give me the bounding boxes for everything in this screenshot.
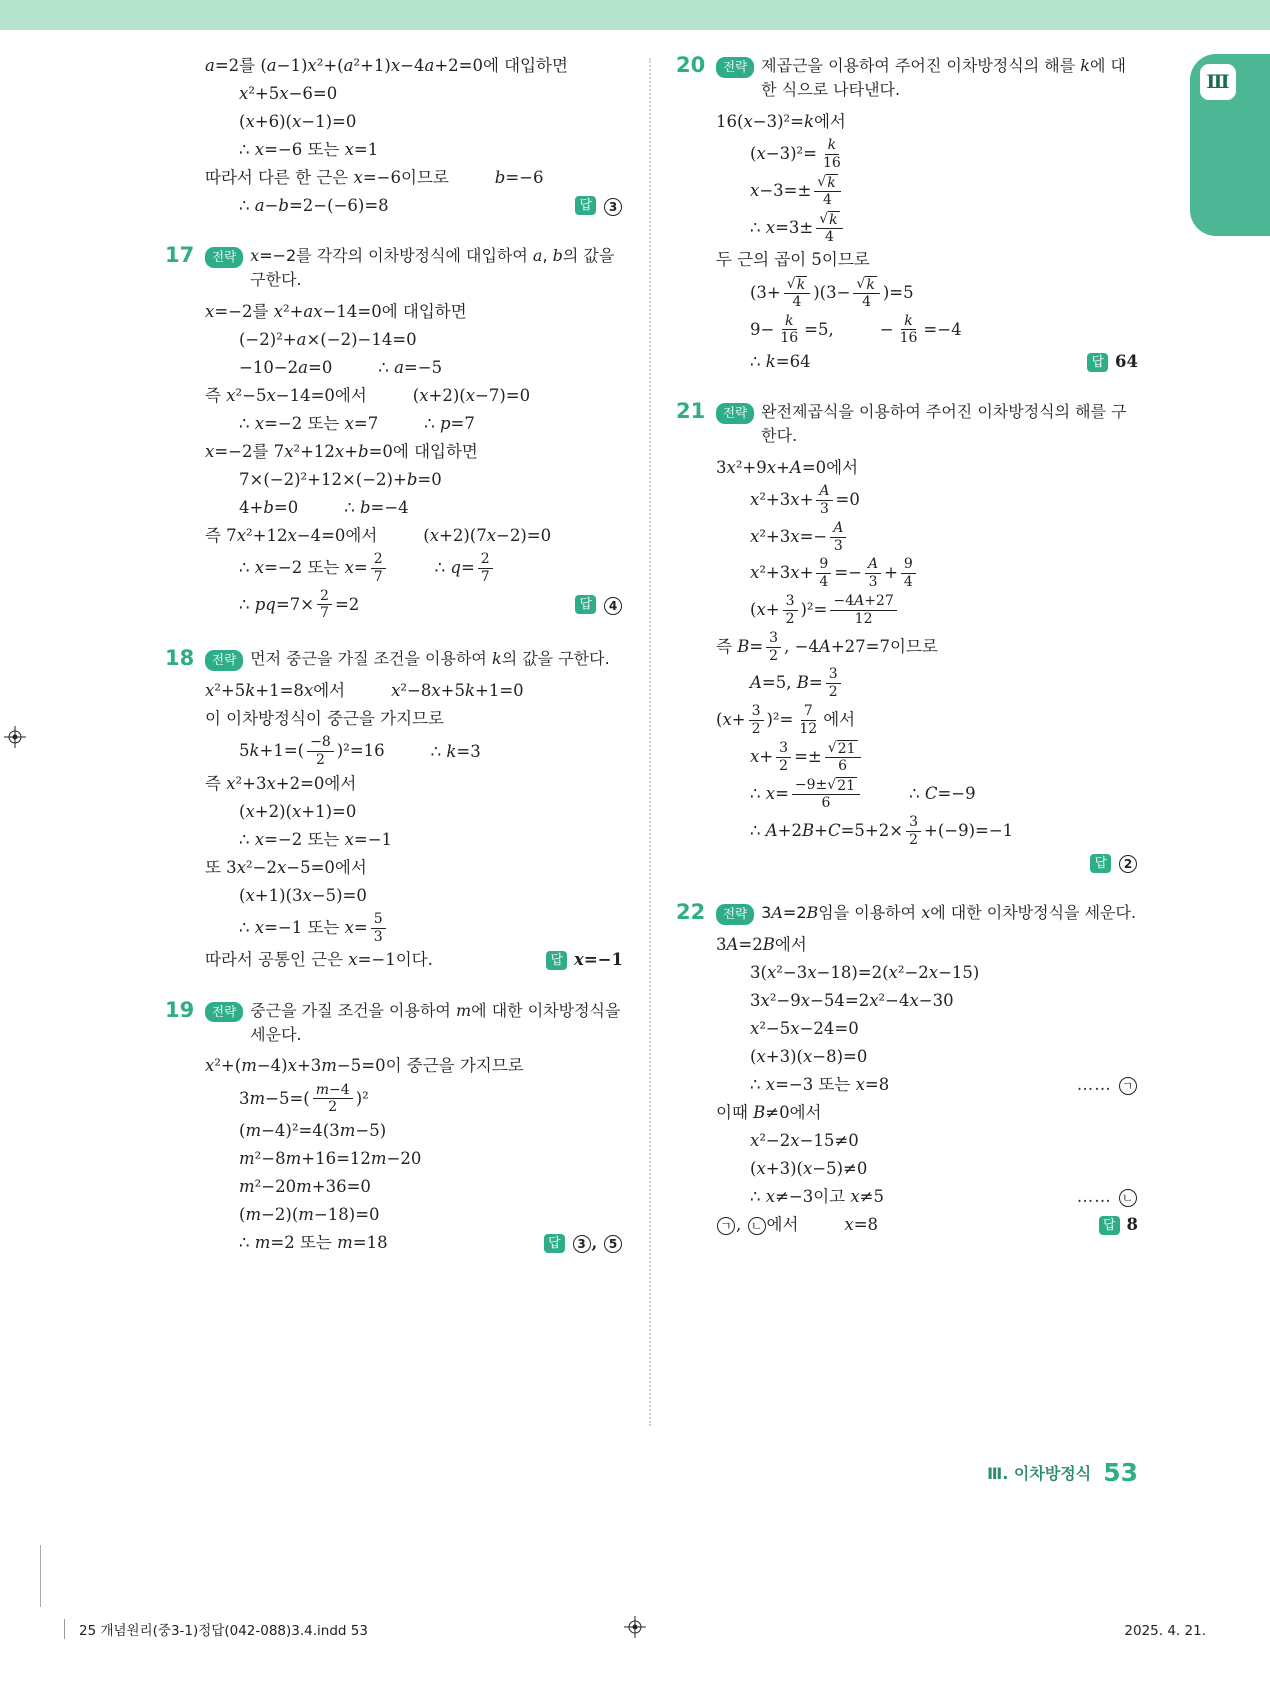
solution-line bbox=[716, 136, 1138, 173]
math-text: 이 이차방정식이 중근을 가지므로 bbox=[205, 709, 444, 729]
solution-line bbox=[716, 555, 1138, 592]
math-text: ∴ a−b=2−(−6)=8 bbox=[239, 195, 389, 215]
solution-line bbox=[205, 522, 623, 550]
strategy-line bbox=[716, 400, 1138, 448]
column-left bbox=[165, 52, 623, 1279]
page-number: 53 bbox=[1103, 1458, 1138, 1487]
math-text: x²+(m−4)x+3m−5=0이 중근을 가지므로 bbox=[205, 1056, 524, 1076]
chapter-side-tab bbox=[1190, 54, 1270, 236]
fraction: $\frac{7}{12}$ bbox=[799, 703, 818, 737]
solution-line bbox=[716, 776, 1138, 813]
solution-line bbox=[205, 136, 623, 164]
solution-line bbox=[716, 849, 1138, 877]
solution-line bbox=[205, 705, 623, 733]
fraction: √ k 4 bbox=[784, 276, 810, 311]
solution-line bbox=[205, 1081, 623, 1118]
math-text: ∴ b=−4 bbox=[344, 497, 409, 517]
solution-line bbox=[716, 1099, 1138, 1127]
chapter-title: Ⅲ. 이차방정식 bbox=[987, 1464, 1092, 1483]
math-text: (x+2)(x+1)=0 bbox=[239, 801, 357, 821]
math-text: 두 근의 곱이 5이므로 bbox=[716, 250, 870, 270]
math-text: (m−4)²=4(3m−5) bbox=[239, 1121, 387, 1141]
circled-char: 3 bbox=[604, 198, 622, 216]
math-text: (x−3)²= $\frac{k}{16}$ bbox=[750, 136, 847, 173]
math-text: −10−2a=0 bbox=[239, 357, 333, 377]
solution-line bbox=[716, 454, 1138, 482]
print-date: 2025. 4. 21. bbox=[1124, 1623, 1206, 1639]
fraction: $\frac{-8}{2}$ bbox=[307, 734, 334, 769]
reference-note: …… ㄱ bbox=[1057, 1074, 1138, 1096]
fraction: $\frac{3}{2}$ bbox=[906, 814, 921, 849]
math-text: ∴ x=−2 또는 x=−1 bbox=[239, 829, 393, 849]
sqrt-radical: √ 21 bbox=[827, 739, 856, 757]
fraction: $\frac{3}{2}$ bbox=[783, 593, 798, 628]
fraction: $\frac{A}{3}$ bbox=[816, 483, 832, 518]
registration-mark-icon bbox=[624, 1616, 646, 1638]
solution-body bbox=[205, 645, 623, 974]
strategy-badge: 전략 bbox=[205, 650, 243, 671]
math-text: x=−2를 7x²+12x+b=0에 대입하면 bbox=[205, 441, 478, 461]
solution-line bbox=[205, 52, 623, 80]
answer-value bbox=[1118, 852, 1138, 874]
circled-char: 2 bbox=[1119, 855, 1137, 873]
strategy-line bbox=[205, 244, 623, 292]
solution-body bbox=[716, 398, 1138, 877]
solution-line bbox=[716, 210, 1138, 247]
solution-body bbox=[205, 52, 623, 220]
math-text: m²−8m+16=12m−20 bbox=[239, 1149, 422, 1169]
sqrt-radical: √ k bbox=[817, 173, 836, 191]
solution-line bbox=[716, 813, 1138, 850]
answer-badge: 답 bbox=[575, 196, 596, 215]
solution-line bbox=[716, 348, 1138, 376]
circled-char: ㄴ bbox=[1119, 1189, 1137, 1207]
answer-value: 3 , 5 bbox=[572, 1232, 624, 1254]
answer-value: 8 bbox=[1126, 1215, 1138, 1235]
solution-line bbox=[716, 1155, 1138, 1183]
solution-line bbox=[716, 108, 1138, 136]
math-text: x²+3x+ $\frac{9}{4}$ =− $\frac{A}{3}$ + $\frac{9}{4}$ bbox=[750, 555, 919, 592]
solution-line bbox=[205, 410, 623, 438]
math-text: x²−5x−24=0 bbox=[750, 1019, 859, 1039]
solution-body bbox=[205, 997, 623, 1258]
problem-number: 19 bbox=[165, 997, 195, 1022]
column-divider bbox=[649, 58, 651, 1426]
math-text: ∴ k=3 bbox=[430, 741, 481, 761]
solution-line bbox=[716, 702, 1138, 739]
solution-line bbox=[205, 382, 623, 410]
math-text: (x+3)(x−8)=0 bbox=[750, 1047, 868, 1067]
math-text: 즉 7x²+12x−4=0에서 bbox=[205, 525, 378, 545]
fraction: −4 A +27 12 bbox=[830, 593, 896, 628]
solution-line bbox=[205, 550, 623, 587]
fraction: √ 21 6 bbox=[825, 740, 861, 775]
problem-number: 21 bbox=[676, 399, 706, 424]
math-text: x+ $\frac{3}{2}$ =± √ 21 6 bbox=[750, 739, 864, 776]
solution-line bbox=[205, 947, 623, 975]
math-text: ∴ m=2 또는 m=18 bbox=[239, 1233, 388, 1253]
math-text: x=8 bbox=[844, 1215, 879, 1235]
math-text: 5k+1=( $\frac{-8}{2}$ )²=16 bbox=[239, 734, 385, 769]
math-text: ∴ x= −9± √ 21 6 bbox=[750, 776, 863, 813]
solution-line bbox=[205, 326, 623, 354]
math-text: 이때 B≠0에서 bbox=[716, 1103, 822, 1123]
chapter-tab-label: Ⅲ bbox=[1200, 64, 1236, 100]
answer bbox=[1083, 1214, 1138, 1236]
solution-line bbox=[205, 1201, 623, 1229]
math-text: (3+ √ k 4 )(3− √ k 4 )=5 bbox=[750, 275, 914, 310]
sqrt-radical: √ 21 bbox=[827, 776, 856, 794]
math-text: ∴ p=7 bbox=[424, 413, 475, 433]
math-text: ∴ x≠−3이고 x≠5 bbox=[750, 1187, 884, 1207]
math-text: ∴ x=−2 또는 x=7 bbox=[239, 413, 379, 433]
math-text: a=2를 (a−1)x²+(a²+1)x−4a+2=0에 대입하면 bbox=[205, 55, 568, 75]
strategy-badge: 전략 bbox=[205, 247, 243, 268]
problem-18 bbox=[165, 645, 623, 974]
strategy-text: 제곱근을 이용하여 주어진 이차방정식의 해를 k에 대한 식으로 나타낸다. bbox=[761, 56, 1126, 99]
math-text: − $\frac{k}{16}$ =−4 bbox=[879, 312, 962, 347]
math-text: x=−2를 x²+ax−14=0에 대입하면 bbox=[205, 301, 467, 321]
solution-line bbox=[716, 247, 1138, 275]
strategy-text: 완전제곱식을 이용하여 주어진 이차방정식의 해를 구한다. bbox=[761, 402, 1127, 446]
solution-line bbox=[205, 108, 623, 136]
math-text: ∴ k=64 bbox=[750, 352, 811, 372]
solution-line bbox=[205, 587, 623, 624]
sqrt-radical: √ k bbox=[819, 210, 838, 228]
answer-value: x=−1 bbox=[574, 950, 623, 970]
problem-20 bbox=[676, 52, 1138, 376]
answer-badge: 답 bbox=[546, 951, 567, 970]
solution-line bbox=[205, 1145, 623, 1173]
solution-line bbox=[205, 354, 623, 382]
answer bbox=[528, 1232, 623, 1254]
math-text: x²+5k+1=8x에서 bbox=[205, 681, 346, 701]
fraction: $\frac{2}{7}$ bbox=[478, 551, 493, 586]
fraction: $\frac{9}{4}$ bbox=[816, 556, 831, 591]
trim-mark bbox=[40, 1545, 41, 1607]
math-text: 3x²−9x−54=2x²−4x−30 bbox=[750, 991, 954, 1011]
fraction: $\frac{3}{2}$ bbox=[826, 666, 841, 701]
math-text: 즉 x²−5x−14=0에서 bbox=[205, 385, 367, 405]
fraction: √ k 4 bbox=[853, 276, 879, 311]
solution-line bbox=[205, 677, 623, 705]
math-text: 따라서 다른 한 근은 x=−6이므로 bbox=[205, 167, 449, 187]
answer-badge: 답 bbox=[1087, 353, 1108, 372]
solution-line bbox=[716, 739, 1138, 776]
math-text: ∴ A+2B+C=5+2× $\frac{3}{2}$ +(−9)=−1 bbox=[750, 813, 1014, 848]
math-text: ∴ x=3± √ k 4 bbox=[750, 210, 846, 247]
math-text: 4+b=0 bbox=[239, 497, 299, 517]
problem-number: 17 bbox=[165, 243, 195, 267]
strategy-text: 중근을 가질 조건을 이용하여 m에 대한 이차방정식을 세운다. bbox=[250, 1000, 621, 1044]
math-text: ∴ x=−2 또는 x= $\frac{2}{7}$ bbox=[239, 550, 389, 587]
math-text: 즉 B= $\frac{3}{2}$ , −4A+27=7이므로 bbox=[716, 629, 938, 664]
problem-number bbox=[165, 52, 205, 220]
problem-19 bbox=[165, 997, 623, 1258]
solution-line bbox=[205, 1229, 623, 1257]
circled-char: ㄴ bbox=[748, 1217, 766, 1235]
math-text: x−3=± √ k 4 bbox=[750, 173, 844, 210]
math-text: ∴ x=−6 또는 x=1 bbox=[239, 139, 379, 159]
solution-line bbox=[716, 1211, 1138, 1239]
solution-line bbox=[716, 519, 1138, 556]
solution-line bbox=[205, 826, 623, 854]
math-text: (m−2)(m−18)=0 bbox=[239, 1205, 380, 1225]
solution-line bbox=[205, 910, 623, 947]
math-text: m²−20m+36=0 bbox=[239, 1177, 371, 1197]
solution-line bbox=[716, 482, 1138, 519]
solution-line bbox=[205, 882, 623, 910]
math-text: 따라서 공통인 근은 x=−1이다. bbox=[205, 950, 433, 970]
math-text: x²−2x−15≠0 bbox=[750, 1131, 859, 1151]
solution-line bbox=[716, 1071, 1138, 1099]
answer-value bbox=[603, 594, 623, 616]
solution-line bbox=[716, 931, 1138, 959]
fraction: m −4 2 bbox=[313, 1082, 353, 1117]
solution-line bbox=[205, 438, 623, 466]
math-text: x²+3x=− $\frac{A}{3}$ bbox=[750, 519, 849, 556]
solution-line bbox=[716, 665, 1138, 702]
fraction: $\frac{k}{16}$ bbox=[780, 312, 799, 347]
fraction: $\frac{3}{2}$ bbox=[749, 703, 764, 738]
answer-badge: 답 bbox=[1099, 1216, 1120, 1235]
top-accent-bar bbox=[0, 0, 1270, 30]
problem-number: 22 bbox=[676, 900, 706, 925]
solution-body bbox=[716, 899, 1138, 1239]
fraction: $\frac{3}{2}$ bbox=[776, 740, 791, 775]
math-text: A=5, B= $\frac{3}{2}$ bbox=[750, 665, 844, 702]
math-text: 9− $\frac{k}{16}$ =5, bbox=[750, 312, 834, 347]
solution-body bbox=[205, 242, 623, 623]
answer-value: 64 bbox=[1115, 352, 1138, 372]
strategy-line bbox=[205, 999, 623, 1047]
problem-number: 18 bbox=[165, 646, 195, 671]
sqrt-radical: √ k bbox=[856, 275, 875, 293]
math-text: (x+2)(7x−2)=0 bbox=[423, 525, 552, 545]
sqrt-radical: √ k bbox=[786, 275, 806, 293]
chapter-footer bbox=[987, 1458, 1138, 1487]
math-text: ∴ x=−1 또는 x= $\frac{5}{3}$ bbox=[239, 910, 389, 947]
problem-number: 20 bbox=[676, 53, 706, 77]
column-right bbox=[676, 52, 1138, 1261]
math-text: b=−6 bbox=[494, 167, 544, 187]
math-text: (x+3)(x−5)≠0 bbox=[750, 1159, 868, 1179]
solution-line bbox=[716, 959, 1138, 987]
solution-line bbox=[205, 1173, 623, 1201]
circled-char: 4 bbox=[604, 597, 622, 615]
strategy-badge: 전략 bbox=[716, 403, 754, 424]
strategy-badge: 전략 bbox=[716, 904, 754, 925]
answer bbox=[1074, 852, 1138, 874]
math-text: x²+3x+ $\frac{A}{3}$ =0 bbox=[750, 483, 860, 517]
solution-line bbox=[716, 1015, 1138, 1043]
solution-line bbox=[716, 1127, 1138, 1155]
solution-line bbox=[205, 466, 623, 494]
solution-line bbox=[205, 798, 623, 826]
fraction: √ k 4 bbox=[814, 174, 840, 209]
fraction: $\frac{A}{3}$ bbox=[865, 556, 881, 591]
answer-value bbox=[603, 195, 623, 217]
circled-char: ㄱ bbox=[1119, 1077, 1137, 1095]
solution-line bbox=[205, 164, 623, 192]
math-text: (−2)²+a×(−2)−14=0 bbox=[239, 329, 417, 349]
fraction: $\frac{2}{7}$ bbox=[317, 588, 332, 623]
fraction: $\frac{5}{3}$ bbox=[371, 911, 386, 946]
math-text: 7×(−2)²+12×(−2)+b=0 bbox=[239, 469, 442, 489]
math-text: x²+5x−6=0 bbox=[239, 83, 338, 103]
solution-line bbox=[205, 494, 623, 522]
strategy-line bbox=[205, 647, 623, 671]
solution-line bbox=[205, 1053, 623, 1081]
answer-badge: 답 bbox=[544, 1234, 565, 1253]
problem-17 bbox=[165, 242, 623, 623]
fraction: √ k 4 bbox=[816, 211, 842, 246]
solution-body bbox=[716, 52, 1138, 376]
math-text: 즉 x²+3x+2=0에서 bbox=[205, 773, 357, 793]
solution-line bbox=[716, 1043, 1138, 1071]
math-text: ∴ x=−3 또는 x=8 bbox=[750, 1075, 890, 1095]
math-text: ∴ pq=7× $\frac{2}{7}$ =2 bbox=[239, 587, 360, 622]
solution-line bbox=[205, 770, 623, 798]
answer bbox=[1071, 351, 1138, 373]
solution-line bbox=[716, 629, 1138, 666]
answer bbox=[559, 594, 623, 616]
fraction: $\frac{k}{16}$ bbox=[822, 137, 841, 171]
solution-line bbox=[716, 592, 1138, 629]
answer bbox=[530, 949, 623, 971]
math-text: 3(x²−3x−18)=2(x²−2x−15) bbox=[750, 963, 980, 983]
strategy-text: 먼저 중근을 가질 조건을 이용하여 k의 값을 구한다. bbox=[250, 649, 610, 669]
solution-line bbox=[716, 1183, 1138, 1211]
math-text: 3A=2B에서 bbox=[716, 935, 807, 955]
answer bbox=[559, 195, 623, 217]
math-text: 또 3x²−2x−5=0에서 bbox=[205, 857, 367, 877]
math-text: (x+1)(3x−5)=0 bbox=[239, 885, 367, 905]
solution-line bbox=[205, 1117, 623, 1145]
math-text: ∴ q= $\frac{2}{7}$ bbox=[435, 550, 496, 587]
circled-char: 5 bbox=[604, 1235, 622, 1253]
answer-badge: 답 bbox=[1090, 854, 1111, 873]
solution-continuation bbox=[165, 52, 623, 220]
math-text: 16(x−3)²=k에서 bbox=[716, 111, 846, 131]
fraction: $\frac{A}{3}$ bbox=[830, 520, 846, 555]
circled-char: 3 bbox=[573, 1235, 591, 1253]
strategy-badge: 전략 bbox=[205, 1002, 243, 1023]
math-text: (x+ $\frac{3}{2}$ )²= $\frac{7}{12}$ 에서 bbox=[716, 703, 856, 737]
solution-line bbox=[716, 312, 1138, 349]
solution-line bbox=[716, 173, 1138, 210]
strategy-line bbox=[716, 54, 1138, 102]
print-file-info: 25 개념원리(중3-1)정답(042-088)3.4.indd 53 bbox=[64, 1619, 368, 1639]
problem-21 bbox=[676, 398, 1138, 877]
fraction: $\frac{9}{4}$ bbox=[901, 556, 916, 591]
math-text: 3x²+9x+A=0에서 bbox=[716, 458, 859, 478]
fraction: −9± √ 21 6 bbox=[792, 777, 860, 812]
fraction: $\frac{k}{16}$ bbox=[899, 312, 918, 347]
solution-line bbox=[205, 80, 623, 108]
math-text: (x+6)(x−1)=0 bbox=[239, 111, 357, 131]
circled-char: ㄱ bbox=[717, 1217, 735, 1235]
solution-line bbox=[205, 192, 623, 220]
answer-badge: 답 bbox=[575, 595, 596, 614]
strategy-line bbox=[716, 901, 1138, 925]
math-text: (x+2)(x−7)=0 bbox=[412, 385, 531, 405]
solution-line bbox=[205, 298, 623, 326]
fraction: $\frac{2}{7}$ bbox=[371, 551, 386, 586]
registration-mark-icon bbox=[4, 726, 26, 748]
strategy-text: 3A=2B임을 이용하여 x에 대한 이차방정식을 세운다. bbox=[761, 903, 1137, 923]
solution-line bbox=[205, 854, 623, 882]
math-text: ∴ C=−9 bbox=[909, 784, 976, 804]
math-text: ㄱ , ㄴ 에서 bbox=[716, 1214, 798, 1236]
solution-line bbox=[716, 275, 1138, 312]
math-text: 3m−5=( m −4 2 )² bbox=[239, 1081, 369, 1116]
fraction: $\frac{3}{2}$ bbox=[766, 630, 781, 665]
math-text: ∴ a=−5 bbox=[378, 357, 443, 377]
math-text: (x+ $\frac{3}{2}$ )²= −4 A +27 12 bbox=[750, 592, 900, 629]
reference-note: …… ㄴ bbox=[1057, 1186, 1138, 1208]
math-text: x²−8x+5k+1=0 bbox=[391, 681, 524, 701]
strategy-text: x=−2를 각각의 이차방정식에 대입하여 a, b의 값을 구한다. bbox=[250, 246, 615, 289]
solution-line bbox=[716, 987, 1138, 1015]
solution-line bbox=[205, 733, 623, 770]
strategy-badge: 전략 bbox=[716, 57, 754, 78]
problem-22 bbox=[676, 899, 1138, 1239]
